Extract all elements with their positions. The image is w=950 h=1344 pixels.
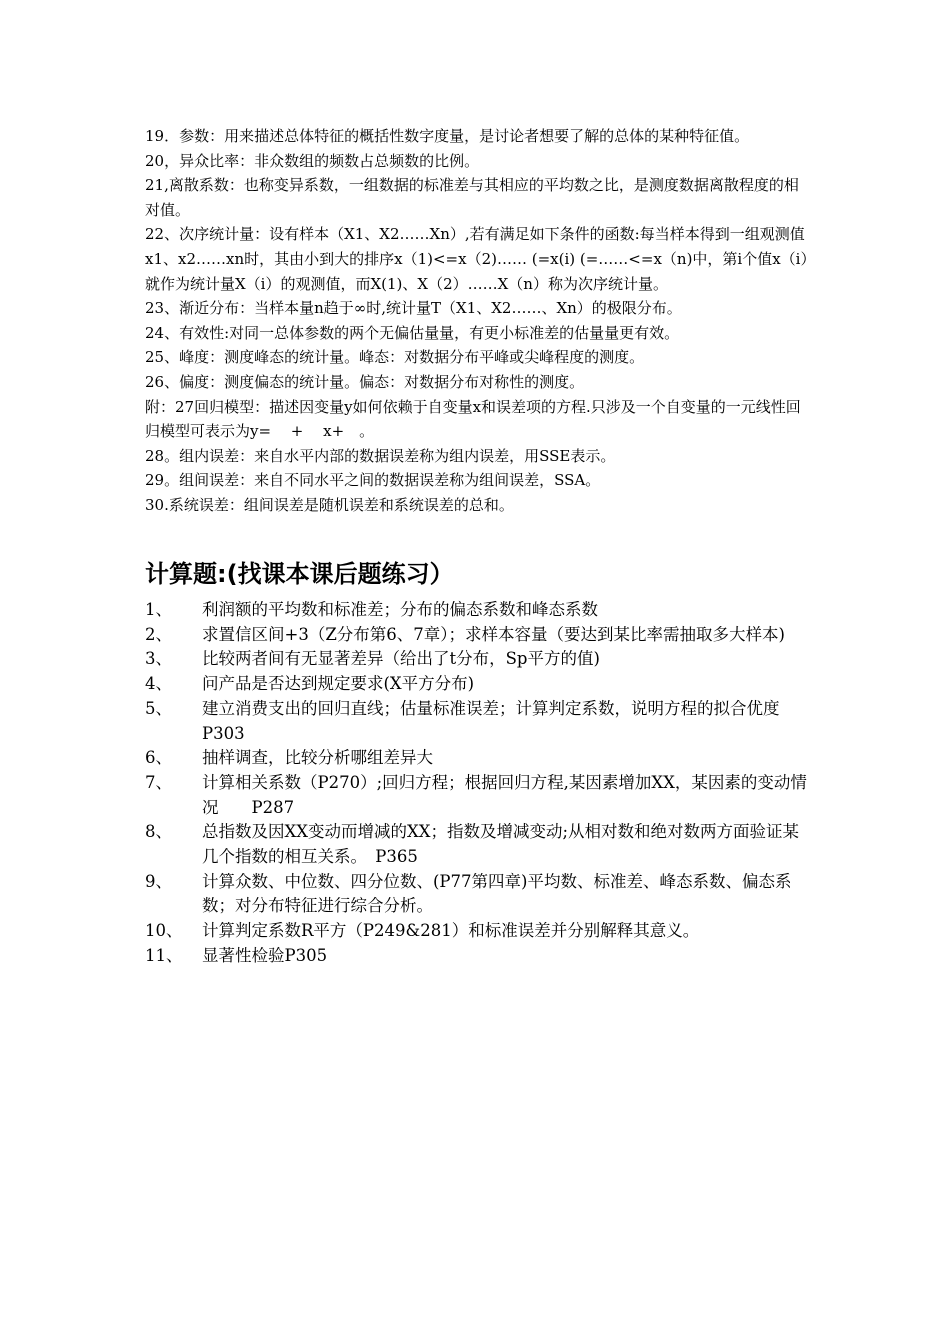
item-number: 8、 (145, 822, 172, 842)
list-item (145, 672, 810, 697)
definition-paragraph: 26、偏度：测度偏态的统计量。偏态：对数据分布对称性的测度。 (145, 372, 585, 391)
definition-paragraph: 20，异众比率：非众数组的频数占总频数的比例。 (145, 151, 480, 170)
definition-paragraph: 30.系统误差：组间误差是随机误差和系统误差的总和。 (145, 495, 514, 514)
calc-list (145, 598, 810, 969)
list-item (145, 919, 810, 944)
definition-paragraph: 19．参数：用来描述总体特征的概括性数字度量，是讨论者想要了解的总体的某种特征值。 (145, 127, 750, 145)
item-number: 10、 (145, 921, 183, 941)
list-item (145, 771, 810, 820)
definition-paragraph: 29。组间误差：来自不同水平之间的数据误差称为组间误差，SSA。 (145, 471, 601, 490)
list-item (145, 820, 810, 869)
item-number: 1、 (145, 600, 172, 619)
calc-section-heading: 计算题:(找课本课后题练习） (145, 560, 454, 588)
item-number: 6、 (145, 748, 172, 768)
definition-paragraph: 23、渐近分布：当样本量n趋于∞时,统计量T（X1、X2……、Xn）的极限分布。 (145, 299, 682, 318)
item-number: 3、 (145, 649, 172, 669)
item-text: 显著性检验P305 (202, 945, 328, 965)
definition-paragraph: 21,离散系数：也称变异系数，一组数据的标准差与其相应的平均数之比，是测度数据离散程度的相对值。 (145, 176, 799, 219)
item-text: 比较两者间有无显著差异（给出了t分布，Sp平方的值) (202, 649, 600, 669)
item-number: 11、 (145, 945, 183, 965)
definition-paragraph: 28。组内误差：来自水平内部的数据误差称为组内误差，用SSE表示。 (145, 446, 616, 465)
item-number: 2、 (145, 624, 172, 644)
item-text: 计算众数、中位数、四分位数、(P77第四章)平均数、标准差、峰态系数、偏态系数；对分布特征进行综合分析。 (202, 871, 792, 916)
definition-paragraph: 24、有效性:对同一总体参数的两个无偏估量量，有更小标准差的估量量更有效。 (145, 323, 680, 342)
item-text: 计算判定系数R平方（P249&281）和标准误差并分别解释其意义。 (202, 921, 700, 941)
item-text: 建立消费支出的回归直线；估量标准误差；计算判定系数，说明方程的拟合优度P303 (202, 698, 780, 743)
item-text: 计算相关系数（P270）;回归方程；根据回归方程,某因素增加XX，某因素的变动情况 P287 (202, 772, 807, 817)
list-item (145, 870, 810, 919)
definitions-list (145, 124, 810, 518)
list-item (145, 598, 810, 623)
item-text: 抽样调查，比较分析哪组差异大 (202, 748, 433, 768)
item-number: 9、 (145, 871, 172, 891)
list-item (145, 697, 810, 746)
item-text: 利润额的平均数和标准差；分布的偏态系数和峰态系数 (202, 600, 598, 619)
list-item (145, 944, 810, 969)
item-text: 求置信区间+3（Z分布第6、7章）；求样本容量（要达到某比率需抽取多大样本) (202, 624, 785, 644)
list-item (145, 623, 810, 648)
list-item (145, 647, 810, 672)
definition-paragraph: 附：27回归模型：描述因变量y如何依赖于自变量x和误差项的方程.只涉及一个自变量的一元线性回归模型可表示为y= + x+ 。 (145, 397, 801, 441)
item-number: 4、 (145, 674, 172, 694)
definition-paragraph: 22、次序统计量：设有样本（X1、X2……Xn）,若有满足如下条件的函数:每当样本得到一组观测值x1、x2……xn时，其由小到大的排序x（1)<=x（2)…… (=x(i) (=……<=x（n)中，第i个值x（i）就作为统计量X（i）的观测值，而X(1)、X（2）……X（n）称为次序统计量。 (145, 225, 808, 293)
definition-paragraph: 25、峰度：测度峰态的统计量。峰态：对数据分布平峰或尖峰程度的测度。 (145, 348, 645, 367)
item-text: 问产品是否达到规定要求(X平方分布) (202, 674, 475, 694)
list-item (145, 746, 810, 771)
item-number: 5、 (145, 698, 172, 718)
item-number: 7、 (145, 772, 172, 792)
item-text: 总指数及因XX变动而增减的XX；指数及增减变动;从相对数和绝对数两方面验证某几个指数的相互关系。 P365 (202, 822, 800, 867)
